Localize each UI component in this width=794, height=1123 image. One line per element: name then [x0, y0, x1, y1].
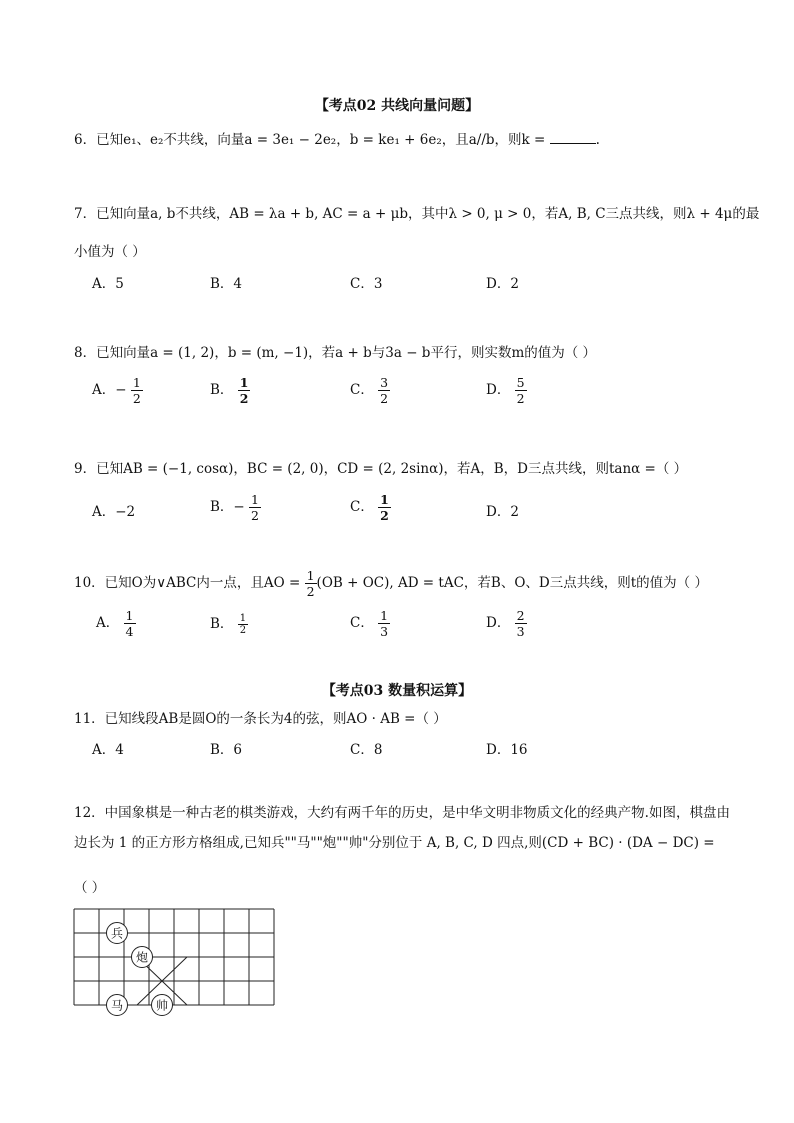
q9-option-d[interactable]: D．2 — [486, 504, 519, 520]
answer-blank — [550, 131, 596, 144]
q8-option-c-label: C． — [350, 382, 374, 398]
q10-part-1: 10．已知O为∨ABC内一点，且AO = — [74, 575, 305, 591]
q8-option-c-fraction — [378, 375, 390, 406]
q6-condition: a//b，则k = — [468, 132, 550, 148]
q10-option-b-label: B． — [210, 616, 234, 632]
q9-option-b-fraction — [249, 492, 261, 523]
denominator: 2 — [239, 625, 247, 636]
q10-option-d-label: D． — [486, 615, 511, 631]
q11-option-c[interactable]: C．8 — [350, 742, 383, 758]
piece-ma-label: 马 — [110, 998, 124, 1013]
q8-option-b-label: B． — [210, 382, 234, 398]
q10-option-a[interactable] — [96, 608, 136, 639]
q6-e1: e₁、 — [123, 132, 150, 148]
denominator: 2 — [380, 391, 389, 406]
q10-option-b-fraction — [238, 613, 248, 636]
q9-option-a[interactable]: A．−2 — [92, 504, 136, 520]
q11-option-b[interactable]: B．6 — [210, 742, 243, 758]
numerator: 1 — [380, 492, 389, 507]
q7-option-b[interactable]: B．4 — [210, 276, 243, 292]
q10-option-b[interactable] — [210, 612, 248, 636]
q8-option-d-fraction — [515, 375, 527, 406]
numerator: 1 — [306, 568, 315, 583]
piece-shuai-label: 帅 — [155, 998, 169, 1013]
question-11: 11．已知线段AB是圆O的一条长为4的弦，则AO · AB =（ ） — [74, 711, 447, 727]
q8-option-a-label: A． — [92, 382, 116, 398]
section-heading-03: 【考点03 数量积运算】 — [321, 683, 473, 699]
q6-lead: 6．已知 — [74, 132, 124, 148]
q7-option-d[interactable]: D．2 — [486, 276, 519, 292]
numerator: 1 — [125, 608, 134, 623]
denominator: 2 — [251, 508, 259, 523]
q6-vector-b: b = ke₁ + 6e₂，且 — [349, 132, 469, 148]
q8-option-a[interactable] — [92, 375, 143, 406]
q10-option-a-label: A． — [96, 615, 120, 631]
q9-option-b-label: B． — [210, 499, 234, 515]
q11-option-a[interactable]: A．4 — [92, 742, 124, 758]
numerator: 2 — [516, 608, 525, 623]
q8-option-b[interactable] — [210, 375, 250, 406]
numerator: 3 — [380, 375, 389, 390]
question-8: 8．已知向量a = (1, 2)，b = (m, −1)，若a + b与3a − b平行，则实数m的值为（ ） — [74, 345, 597, 361]
q9-option-c-label: C． — [350, 499, 374, 515]
q6-e2: e₂不共线，向量 — [150, 132, 245, 148]
denominator: 2 — [380, 508, 389, 523]
q8-option-d[interactable] — [486, 375, 527, 406]
q8-option-a-sign: − — [115, 382, 127, 398]
q9-option-c-fraction — [378, 492, 391, 523]
q10-option-c[interactable] — [350, 608, 390, 639]
piece-shuai — [152, 995, 173, 1016]
numerator: 1 — [239, 613, 247, 624]
question-12-answer: （ ） — [74, 880, 106, 896]
denominator: 4 — [125, 624, 134, 639]
q11-option-d[interactable]: D．16 — [486, 742, 528, 758]
question-12: 12．中国象棋是一种古老的棋类游戏，大约有两千年的历史，是中华文明非物质文化的经典产物.如图，棋盘由边长为 1 的正方形方格组成,已知兵""马""炮""帅"分别位于 A, B, C, D 四点,则(CD + BC) · (DA − DC) = — [74, 805, 730, 851]
denominator: 2 — [516, 391, 525, 406]
denominator: 2 — [306, 584, 315, 599]
numerator: 1 — [132, 375, 141, 390]
numerator: 1 — [380, 608, 389, 623]
q10-option-d-fraction — [515, 608, 527, 639]
denominator: 2 — [132, 391, 141, 406]
q9-option-c[interactable] — [350, 492, 391, 523]
chessboard-figure — [70, 905, 280, 1020]
piece-pao-label: 炮 — [135, 950, 149, 965]
piece-pao — [132, 947, 153, 968]
question-6 — [74, 128, 600, 148]
q9-option-b-sign: − — [233, 499, 245, 515]
board-grid — [74, 909, 274, 1005]
q10-option-d[interactable] — [486, 608, 527, 639]
question-7-line-2: 小值为（ ） — [74, 244, 146, 260]
question-9: 9．已知AB = (−1, cosα)，BC = (2, 0)，CD = (2, 2sinα)，若A，B，D三点共线，则tanα =（ ） — [74, 461, 688, 477]
piece-bing-label: 兵 — [110, 926, 124, 941]
q10-part-2: (OB + OC), AD = tAC，若B、O、D三点共线，则t的值为（ ） — [316, 575, 708, 591]
numerator: 1 — [251, 492, 259, 507]
q6-vector-a: a = 3e₁ − 2e₂， — [244, 132, 350, 148]
question-10 — [74, 568, 708, 599]
denominator: 3 — [516, 624, 525, 639]
q8-option-b-fraction — [238, 375, 251, 406]
q7-option-c[interactable]: C．3 — [350, 276, 383, 292]
numerator: 1 — [239, 375, 249, 390]
q10-half-fraction — [305, 568, 317, 599]
q8-option-c[interactable] — [350, 375, 390, 406]
q10-option-c-fraction — [378, 608, 390, 639]
q10-option-a-fraction — [124, 608, 136, 639]
q8-option-d-label: D． — [486, 382, 511, 398]
q9-option-b[interactable] — [210, 492, 261, 523]
piece-bing — [107, 923, 128, 944]
q10-option-c-label: C． — [350, 615, 374, 631]
q6-period: . — [595, 132, 600, 148]
denominator: 3 — [380, 624, 389, 639]
denominator: 2 — [239, 391, 249, 406]
piece-ma — [107, 995, 128, 1016]
question-7-line-1: 7．已知向量a, b不共线，AB = λa + b, AC = a + μb，其中λ > 0, μ > 0，若A, B, C三点共线，则λ + 4μ的最 — [74, 206, 760, 222]
q8-option-a-fraction — [131, 375, 143, 406]
section-heading-02: 【考点02 共线向量问题】 — [314, 98, 480, 114]
q7-option-a[interactable]: A．5 — [92, 276, 124, 292]
numerator: 5 — [516, 375, 525, 390]
